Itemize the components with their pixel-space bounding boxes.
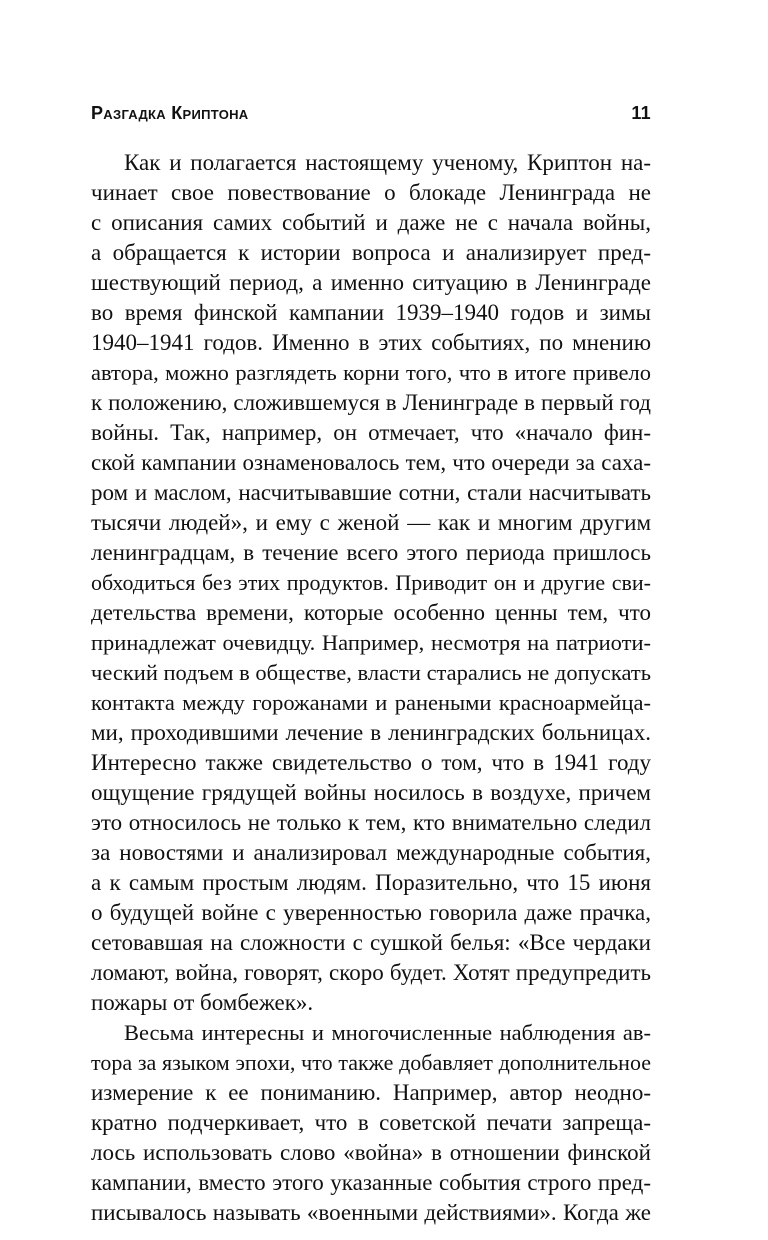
text-line: принадлежат очевидцу. Например, несмотря на патриоти- — [91, 630, 651, 655]
text-line: ми, проходившими лечение в ленинградских больницах. — [91, 720, 651, 745]
text-line: детельства времени, которые особенно ценны тем, что — [91, 600, 651, 625]
text-line: это относилось не только к тем, кто внимательно следил — [91, 810, 651, 835]
text-line: тысячи людей», и ему с женой — как и многим другим — [91, 510, 651, 535]
text-line: ощущение грядущей войны носилось в воздухе, причем — [91, 780, 651, 805]
text-line: а к самым простым людям. Поразительно, что 15 июня — [91, 870, 651, 895]
text-line: кампании, вместо этого указанные события строго пред- — [91, 1170, 651, 1195]
text-line: за новостями и анализировал международные события, — [91, 840, 651, 865]
text-line: чинает свое повествование о блокаде Ленинграда не — [91, 180, 651, 205]
text-line: автора, можно разглядеть корни того, что в итоге привело — [91, 360, 651, 385]
text-line: о будущей войне с уверенностью говорила даже прачка, — [91, 900, 651, 925]
text-line: а обращается к истории вопроса и анализирует пред- — [91, 240, 651, 265]
text-line: 1940–1941 годов. Именно в этих событиях, по мнению — [91, 330, 651, 355]
running-head — [91, 103, 651, 127]
text-line: войны. Так, например, он отмечает, что «начало фин- — [91, 420, 651, 445]
text-line: сетовавшая на сложности с сушкой белья: «Все чердаки — [91, 930, 651, 955]
paragraph-2 — [91, 1018, 651, 1228]
paragraph-1 — [91, 148, 651, 1018]
text-line: писывалось называть «военными действиями». Когда же — [91, 1200, 651, 1225]
text-line: шествующий период, а именно ситуацию в Ленинграде — [91, 270, 651, 295]
text-line: Интересно также свидетельство о том, что в 1941 году — [91, 750, 651, 775]
text-line: Как и полагается настоящему ученому, Криптон на- — [124, 150, 651, 175]
text-line: обходиться без этих продуктов. Приводит он и другие сви- — [91, 570, 651, 595]
text-line: ской кампании ознаменовалось тем, что очереди за саха- — [91, 450, 651, 475]
text-line: к положению, сложившемуся в Ленинграде в первый год — [91, 390, 651, 415]
text-line: тора за языком эпохи, что также добавляет дополнительное — [91, 1050, 651, 1075]
text-line: измерение к ее пониманию. Например, автор неодно- — [91, 1080, 651, 1105]
text-line: Весьма интересны и многочисленные наблюдения ав- — [124, 1020, 651, 1045]
page-number: 11 — [631, 103, 651, 123]
text-line: ленинградцам, в течение всего этого периода пришлось — [91, 540, 651, 565]
text-line: во время финской кампании 1939–1940 годов и зимы — [91, 300, 651, 325]
text-line: ломают, война, говорят, скоро будет. Хотят предупредить — [91, 960, 651, 985]
text-line: ром и маслом, насчитывавшие сотни, стали насчитывать — [91, 480, 651, 505]
text-line: ческий подъем в обществе, власти старались не допускать — [91, 660, 651, 685]
text-line: пожары от бомбежек». — [91, 990, 314, 1015]
text-line: кратно подчеркивает, что в советской печати запреща- — [91, 1110, 651, 1135]
body-text — [91, 148, 651, 1228]
text-line: с описания самих событий и даже не с начала войны, — [91, 210, 651, 235]
text-line: контакта между горожанами и ранеными красноармейца- — [91, 690, 651, 715]
text-line: лось использовать слово «война» в отношении финской — [91, 1140, 651, 1165]
running-title: Разгадка Криптона — [91, 103, 249, 123]
